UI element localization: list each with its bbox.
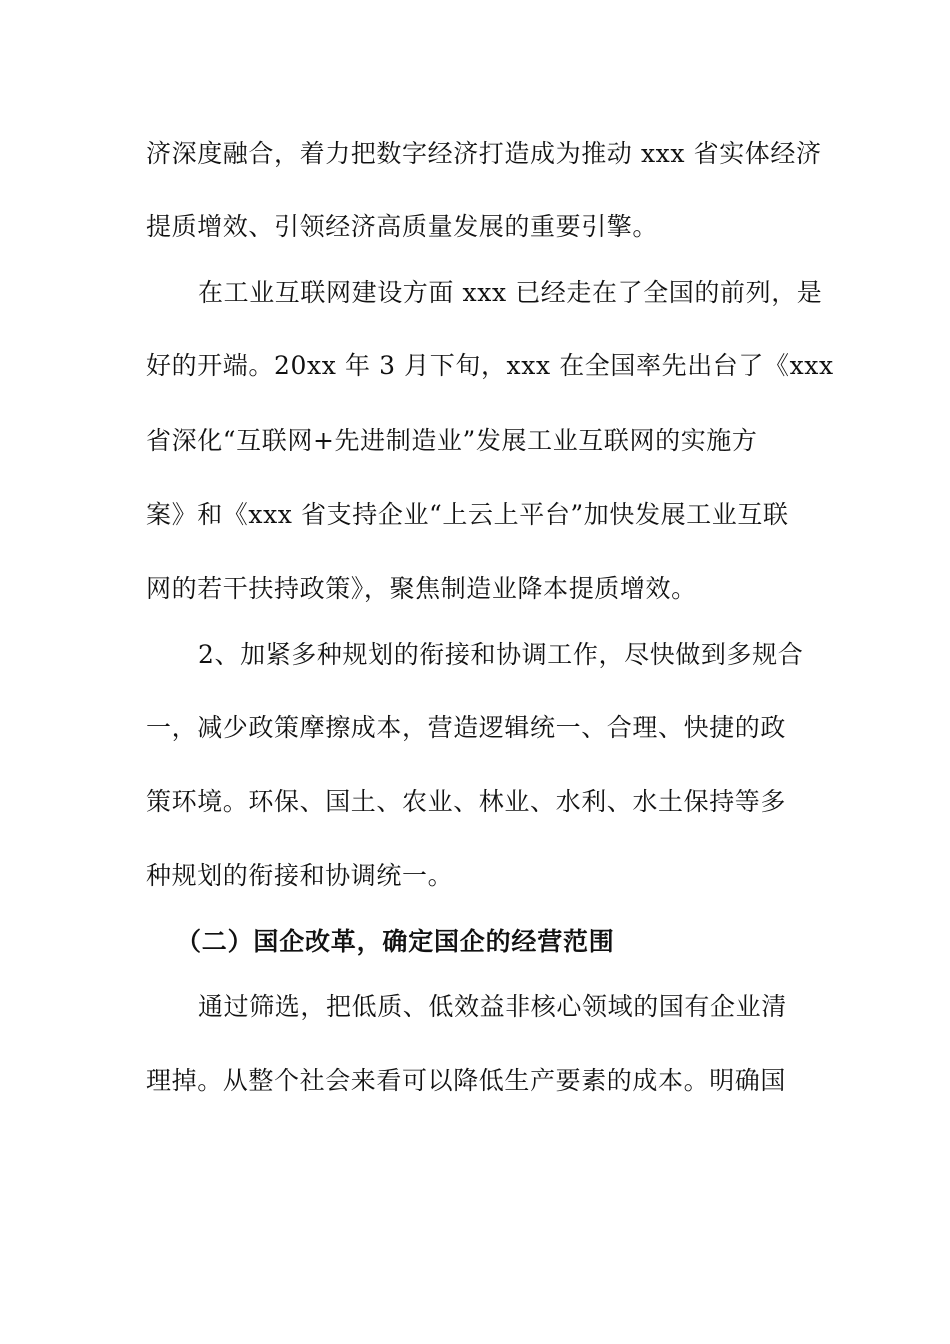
- paragraph-line: 案》和《xxx 省支持企业“上云上平台”加快发展工业互联: [146, 500, 789, 529]
- paragraph-line: 一，减少政策摩擦成本，营造逻辑统一、合理、快捷的政: [146, 713, 787, 742]
- paragraph-line: 策环境。环保、国土、农业、林业、水利、水土保持等多: [146, 787, 787, 816]
- paragraph-line: 通过筛选，把低质、低效益非核心领域的国有企业清: [198, 992, 787, 1021]
- paragraph-line: 理掉。从整个社会来看可以降低生产要素的成本。明确国: [146, 1066, 787, 1095]
- section-heading: （二）国企改革，确定国企的经营范围: [176, 927, 615, 956]
- paragraph-line: 提质增效、引领经济高质量发展的重要引擎。: [146, 212, 659, 241]
- paragraph-line: 在工业互联网建设方面 xxx 已经走在了全国的前列，是: [198, 278, 823, 307]
- paragraph-line: 济深度融合，着力把数字经济打造成为推动 xxx 省实体经济: [146, 139, 822, 168]
- paragraph-line: 2、加紧多种规划的衔接和协调工作，尽快做到多规合: [198, 640, 804, 669]
- paragraph-line: 省深化“互联网+先进制造业”发展工业互联网的实施方: [146, 426, 758, 455]
- paragraph-line: 种规划的衔接和协调统一。: [146, 861, 454, 890]
- paragraph-line: 网的若干扶持政策》，聚焦制造业降本提质增效。: [146, 574, 697, 603]
- paragraph-line: 好的开端。20xx 年 3 月下旬，xxx 在全国率先出台了《xxx: [146, 351, 834, 380]
